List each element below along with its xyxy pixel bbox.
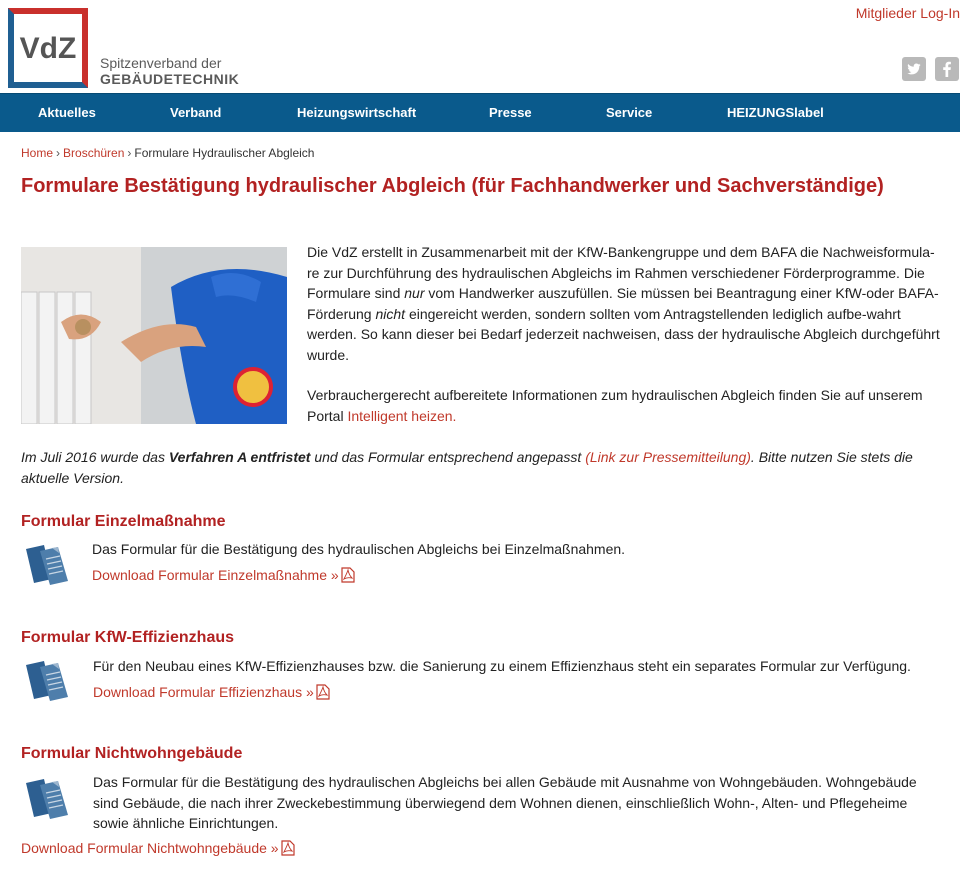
nav-item-heizungswirtschaft[interactable]: Heizungswirtschaft <box>297 105 417 120</box>
section-title-einzelmassnahme: Formular Einzelmaßnahme <box>21 513 226 530</box>
vdz-logo <box>8 8 88 88</box>
intelligent-heizen-link[interactable]: Intelligent heizen. <box>347 407 457 424</box>
document-icon <box>22 659 72 703</box>
twitter-icon[interactable] <box>902 57 926 81</box>
section-title-nichtwohngebaeude: Formular Nichtwohngebäude <box>21 745 243 762</box>
hero-photo-technician-radiator <box>21 247 287 424</box>
download-einzelmassnahme-link[interactable]: Download Formular Einzelmaßnahme » <box>92 567 355 583</box>
section-text-effizienzhaus: Für den Neubau eines KfW-Effizienzhauses bzw. die Sanierung zu einem Effizienzhaus steht ein separates Formular zur Verfügung. <box>93 658 911 674</box>
nav-item-service[interactable]: Service <box>606 105 653 120</box>
logo-tagline <box>100 55 239 87</box>
breadcrumb-home[interactable]: Home <box>21 146 54 160</box>
breadcrumb-separator: › <box>127 146 132 160</box>
version-notice: Im Juli 2016 wurde das Verfahren A entfristet und das Formular entsprechend angepasst (Link zur Pressemitteilung). Bitte nutzen Sie stets die aktuelle Version. <box>21 449 913 486</box>
download-effizienzhaus-link[interactable]: Download Formular Effizienzhaus » <box>93 684 330 700</box>
download-nichtwohngebaeude-link[interactable]: Download Formular Nichtwohngebäude » <box>21 840 295 856</box>
logo-wordmark: VdZ <box>19 32 77 65</box>
section-text-einzelmassnahme: Das Formular für die Bestätigung des hydraulischen Abgleichs bei Einzelmaßnahmen. <box>92 541 626 557</box>
section-title-effizienzhaus: Formular KfW-Effizienzhaus <box>21 629 235 646</box>
nav-item-aktuelles[interactable]: Aktuelles <box>38 105 96 120</box>
breadcrumb-brochures[interactable]: Broschüren <box>63 146 125 160</box>
pdf-icon <box>281 840 295 856</box>
intro-paragraph-2: Verbrauchergerecht aufbereitete Informationen zum hydraulischen Abgleich finden Sie auf unserem Portal Intelligent heizen. <box>307 387 923 424</box>
twitter-bird-icon <box>902 57 926 81</box>
pdf-icon <box>341 567 355 583</box>
nav-item-presse[interactable]: Presse <box>489 105 532 120</box>
intro-text <box>307 242 942 426</box>
member-login-link[interactable]: Mitglieder Log-In <box>855 5 960 21</box>
tagline-line1: Spitzenverband der <box>100 55 222 71</box>
pdf-icon <box>316 684 330 700</box>
facebook-icon[interactable] <box>935 57 959 81</box>
document-icon <box>22 777 72 821</box>
breadcrumb-current: Formulare Hydraulischer Abgleich <box>134 146 315 160</box>
site-header <box>0 0 960 93</box>
breadcrumb-separator: › <box>56 146 61 160</box>
intro-paragraph-1: Die VdZ erstellt in Zusammenarbeit mit der KfW-Bankengruppe und dem BAFA die Nachweisformula-re zur Durchführung des hydraulischen Abgleichs im Rahmen verschiedener Förderprogramme. Die Formulare sind nur vom Handwerker auszufüllen. Sie müssen bei Beantragung einer KfW-oder BAFA-Förderung nicht eingereicht werden, sondern sollten vom Antragstellenden lediglich aufbe-wahrt werden. So kann dieser bei Bedarf jederzeit nachweisen, dass der hydraulische Abgleich durchgeführt wurde. <box>307 244 940 363</box>
document-icon <box>22 543 72 587</box>
page-title: Formulare Bestätigung hydraulischer Abgleich (für Fachhandwerker und Sachverständige) <box>21 175 884 197</box>
section-text-nichtwohngebaeude: Das Formular für die Bestätigung des hydraulischen Abgleichs bei allen Gebäude mit Ausnahme von Wohngebäuden. Wohngebäude sind Gebäude, die nach ihrer Zweckebestimmung überwiegend dem Wohnen dienen, einschließlich Wohn-, Alten- und Pflegeheime sowie ähnliche Einrichtungen. <box>93 774 917 831</box>
facebook-f-icon <box>935 57 959 81</box>
nav-item-verband[interactable]: Verband <box>170 105 222 120</box>
nav-item-heizungslabel[interactable]: HEIZUNGSlabel <box>727 105 824 120</box>
tagline-line2: GEBÄUDETECHNIK <box>100 71 240 87</box>
press-release-link[interactable]: (Link zur Pressemitteilung) <box>585 449 751 465</box>
main-navigation <box>0 93 960 132</box>
breadcrumb <box>21 146 314 160</box>
